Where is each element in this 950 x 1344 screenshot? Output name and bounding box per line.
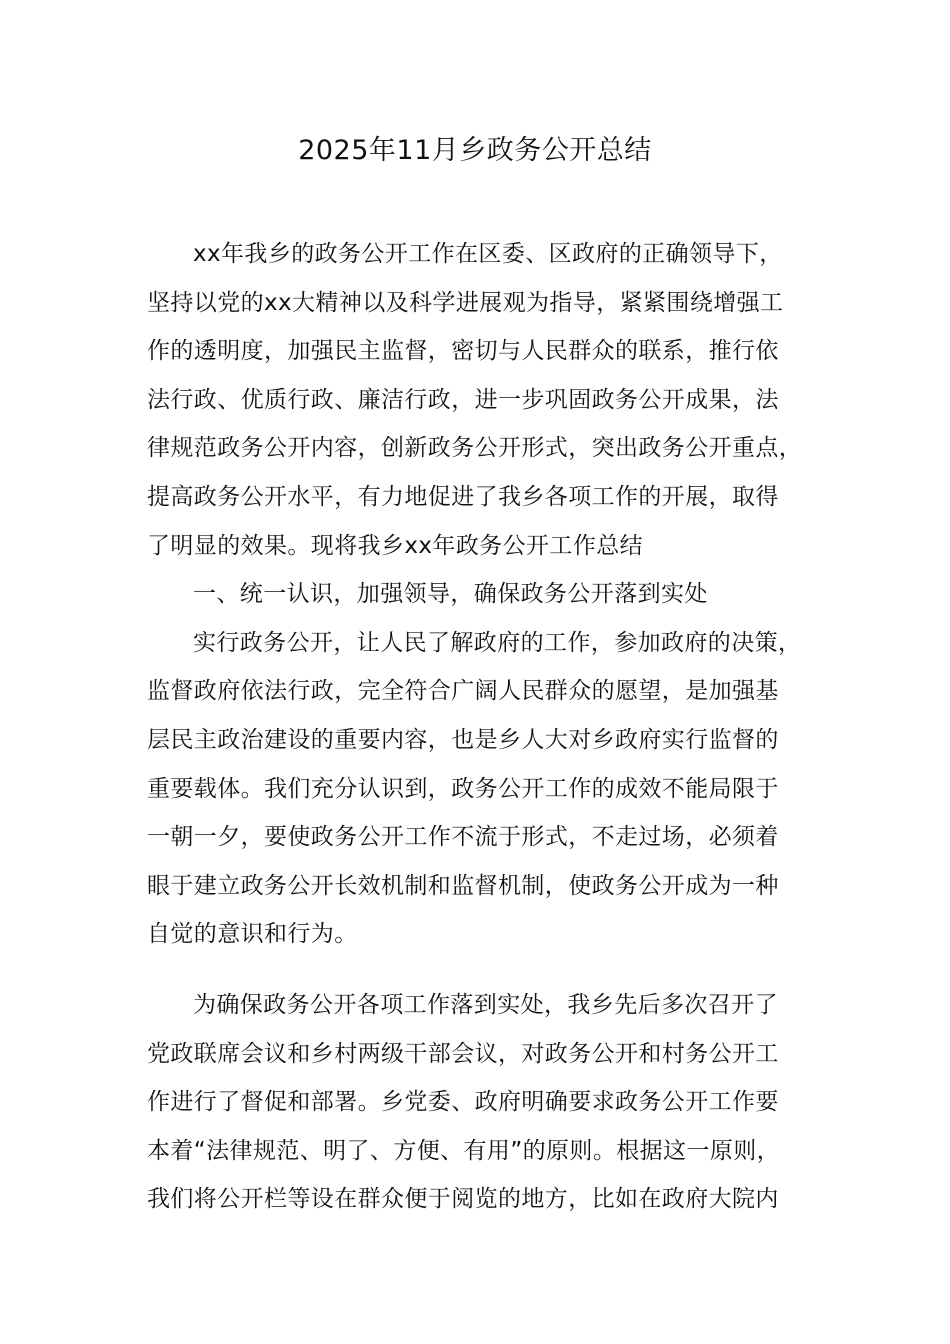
paragraph-line: 律规范政务公开内容，创新政务公开形式，突出政务公开重点， [147, 435, 803, 462]
paragraph-line: 了明显的效果。现将我乡xx年政务公开工作总结 [147, 532, 644, 559]
paragraph-line: 眼于建立政务公开长效机制和监督机制，使政务公开成为一种 [147, 872, 779, 899]
paragraph-gap [147, 959, 832, 981]
document-body [147, 230, 832, 1224]
section-heading: 一、统一认识，加强领导，确保政务公开落到实处 [193, 581, 708, 608]
paragraph-line: 为确保政务公开各项工作落到实处，我乡先后多次召开了 [193, 991, 778, 1018]
paragraph-line: 提高政务公开水平，有力地促进了我乡各项工作的开展，取得 [147, 483, 779, 510]
paragraph-line: 重要载体。我们充分认识到，政务公开工作的成效不能局限于 [147, 775, 779, 802]
paragraph-line: 作进行了督促和部署。乡党委、政府明确要求政务公开工作要 [147, 1089, 779, 1116]
paragraph-line: 本着“法律规范、明了、方便、有用”的原则。根据这一原则， [147, 1137, 781, 1164]
paragraph-line: 自觉的意识和行为。 [147, 921, 358, 948]
paragraph-line: 坚持以党的xx大精神以及科学进展观为指导，紧紧围绕增强工 [147, 289, 784, 316]
paragraph-line: 一朝一夕，要使政务公开工作不流于形式，不走过场，必须着 [147, 824, 779, 851]
paragraph-line: 层民主政治建设的重要内容，也是乡人大对乡政府实行监督的 [147, 726, 779, 753]
paragraph-line: 我们将公开栏等设在群众便于阅览的地方，比如在政府大院内 [147, 1186, 779, 1213]
paragraph-line: xx年我乡的政务公开工作在区委、区政府的正确领导下， [193, 241, 783, 267]
paragraph-line: 实行政务公开，让人民了解政府的工作，参加政府的决策， [193, 629, 802, 656]
document-title: 2025年11月乡政务公开总结 [298, 135, 652, 166]
paragraph-line: 党政联席会议和乡村两级干部会议，对政务公开和村务公开工 [147, 1040, 779, 1067]
paragraph-line: 监督政府依法行政，完全符合广阔人民群众的愿望，是加强基 [147, 678, 779, 705]
paragraph-line: 作的透明度，加强民主监督，密切与人民群众的联系，推行依 [147, 338, 779, 365]
paragraph-line: 法行政、优质行政、廉洁行政，进一步巩固政务公开成果，法 [147, 386, 779, 413]
